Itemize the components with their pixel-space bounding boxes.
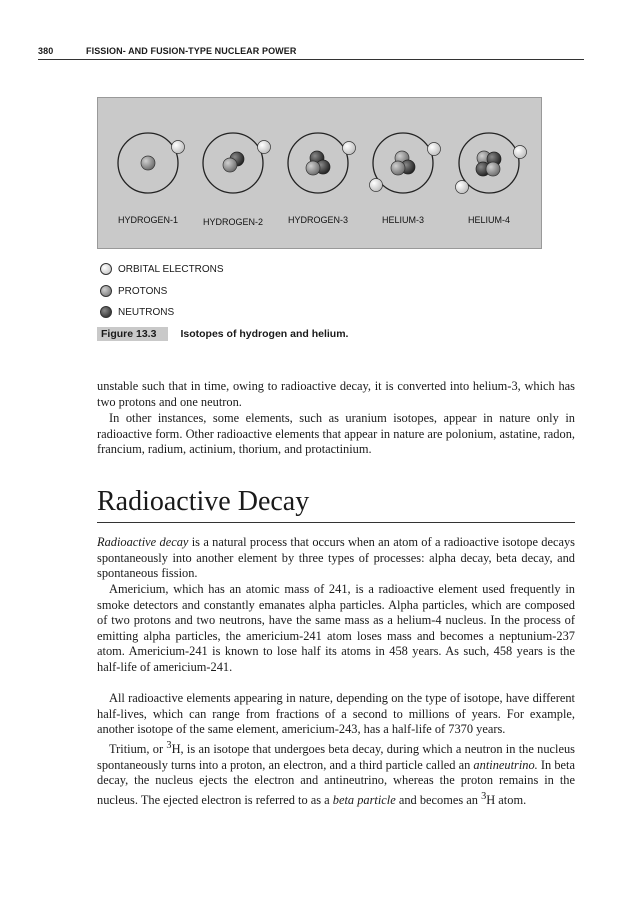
atom-label: HELIUM-4: [467, 215, 511, 225]
term-beta-particle: beta particle: [332, 793, 396, 808]
legend-label: ORBITAL ELECTRONS: [118, 263, 224, 275]
isotope-diagram: [98, 98, 543, 250]
atom-helium-3: [370, 133, 441, 225]
section-paragraph-2: Americium, which has an atomic mass of 241, is a radioactive element used frequently in smoke detectors and constantly emanates alpha particles. Alpha particles, which are composed of two protons and two neutrons, have the same mass as a helium-4 nucleus. In the process of emitting alpha particles, the americium-241 atom loses mass and becomes a neptunium-237 atom. Americium-241 is known to lose half its atoms in 458 years. As such, 458 years is the half-life of americium-241.: [97, 582, 575, 674]
electron-icon: [428, 143, 441, 156]
legend-label: PROTONS: [118, 285, 168, 297]
proton-icon: [100, 285, 112, 297]
section-paragraph-3: All radioactive elements appearing in nature, depending on the type of isotope, have different half-lives, which can range from fractions of a second to millions of years. For example, another isotope of the same element, americium-243, has a half-life of 7370 years.: [97, 691, 575, 737]
chapter-title: FISSION- AND FUSION-TYPE NUCLEAR POWER: [86, 46, 297, 56]
intro-paragraph-2: In other instances, some elements, such as uranium isotopes, appear in nature only in radioactive form. Other radioactive elements that appear in nature are polonium, astatine, radon, francium, radium, actinium, thorium, and protactinium.: [97, 411, 575, 457]
atom-helium-4: [456, 133, 527, 225]
running-header: [38, 46, 584, 60]
section-paragraph-1: Radioactive decay is a natural process that occurs when an atom of a radioactive isotope decays spontaneously into another element by three types of processes: alpha decay, beta decay, and spontaneous fission.: [97, 535, 575, 581]
proton-icon: [486, 162, 500, 176]
electron-icon: [514, 146, 527, 159]
atom-hydrogen-3: [288, 133, 356, 225]
atom-label: HYDROGEN-3: [287, 215, 349, 225]
neutron-icon: [100, 306, 112, 318]
proton-icon: [141, 156, 155, 170]
atom-label: HELIUM-3: [381, 215, 425, 225]
electron-icon: [172, 141, 185, 154]
figure-number: Figure 13.3: [97, 327, 168, 341]
electron-icon: [100, 263, 112, 275]
atom-hydrogen-2: [203, 133, 271, 227]
electron-icon: [343, 142, 356, 155]
electron-icon: [370, 179, 383, 192]
section-paragraph-4: Tritium, or $^3$H, is an isotope that undergoes beta decay, during which a neutron in the nucleus spontaneously turns into a proton, an electron, and a third particle called an antineutrino. In beta decay, the nucleus ejects the electron and antineutrino, whereas the proton remains in the nucleus. The ejected electron is referred to as a beta particle and becomes an $^3$H atom.: [97, 740, 576, 808]
proton-icon: [391, 161, 405, 175]
page-number: 380: [38, 46, 54, 56]
proton-icon: [223, 158, 237, 172]
caption-text: Isotopes of hydrogen and helium.: [180, 328, 349, 340]
legend-label: NEUTRONS: [118, 306, 175, 318]
figure-caption: [97, 327, 348, 341]
isotope-figure: [97, 97, 542, 249]
atom-label: HYDROGEN-2: [202, 217, 264, 227]
electron-icon: [456, 181, 469, 194]
atom-hydrogen-1: [118, 133, 185, 225]
term-antineutrino: antineutrino.: [473, 757, 538, 772]
legend-item-protons: [100, 285, 167, 297]
atom-label: HYDROGEN-1: [117, 215, 179, 225]
term-radioactive-decay: Radioactive decay: [97, 535, 189, 549]
electron-icon: [258, 141, 271, 154]
legend-item-neutrons: [100, 306, 174, 318]
proton-icon: [306, 161, 320, 175]
intro-paragraph-1: unstable such that in time, owing to radioactive decay, it is converted into helium-3, which has two protons and one neutron.: [97, 379, 575, 409]
legend-item-electrons: [100, 263, 224, 275]
section-heading: Radioactive Decay: [97, 486, 575, 523]
